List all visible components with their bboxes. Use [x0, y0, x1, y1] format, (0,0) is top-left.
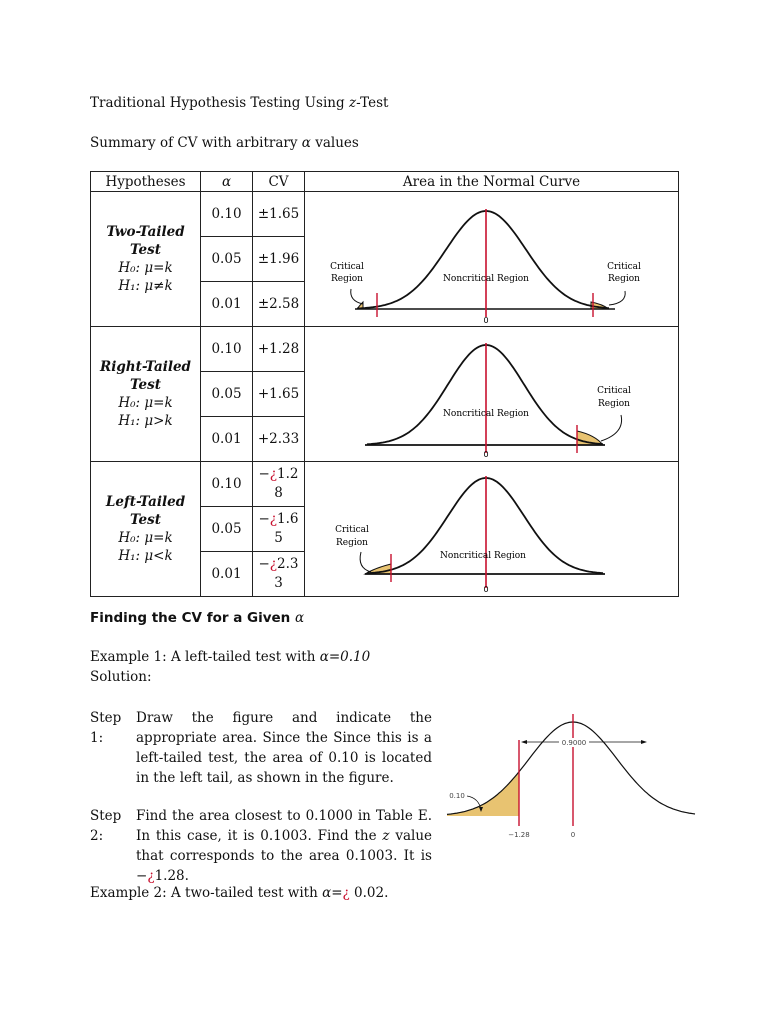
cv-cell: +1.65: [253, 372, 305, 417]
header-hypotheses: Hypotheses: [91, 172, 201, 192]
alpha-cell: 0.01: [201, 552, 253, 597]
critical-region-right-label-1: Critical: [597, 386, 631, 396]
example-1: Example 1: A left-tailed test with α=0.10: [90, 649, 371, 665]
cv-cell: −¿2.3 3: [253, 552, 305, 597]
noncritical-region-label: Noncritical Region: [443, 409, 529, 419]
page-title: Traditional Hypothesis Testing Using z-Test: [90, 95, 389, 111]
header-cv: CV: [253, 172, 305, 192]
table-header-row: [91, 172, 679, 192]
table-row: [91, 192, 679, 237]
critical-region-right-label-2: Region: [608, 274, 640, 284]
alpha-cell: 0.01: [201, 282, 253, 327]
alpha-cell: 0.01: [201, 417, 253, 462]
cv-cell: −¿1.2 8: [253, 462, 305, 507]
hypothesis-two-tailed: Two-Tailed Test H₀: μ=k H₁: μ≠k: [91, 192, 201, 327]
example-1-figure: [445, 712, 705, 848]
critical-region-right-label-2: Region: [598, 399, 630, 409]
critical-region-left-label-2: Region: [336, 538, 368, 548]
critical-region-left-label-1: Critical: [330, 262, 364, 272]
critical-region-right-label-1: Critical: [607, 262, 641, 272]
page-subtitle: Summary of CV with arbitrary α values: [90, 135, 359, 151]
cv-cell: +1.28: [253, 327, 305, 372]
table-row: [91, 462, 679, 507]
alpha-cell: 0.05: [201, 372, 253, 417]
noncritical-region-label: Noncritical Region: [440, 551, 526, 561]
zero-label: 0: [483, 450, 489, 459]
zero-label: 0: [483, 585, 489, 594]
solution-label: Solution:: [90, 669, 152, 685]
right-tailed-figure: [305, 327, 679, 462]
left-tailed-figure: [305, 462, 679, 597]
cv-cell: ±2.58: [253, 282, 305, 327]
tail-area-label: 0.10: [449, 792, 465, 800]
alpha-cell: 0.10: [201, 192, 253, 237]
cv-summary-table: [90, 171, 679, 597]
table-row: [91, 327, 679, 372]
critical-region-left-label-1: Critical: [335, 525, 369, 535]
cv-cell: +2.33: [253, 417, 305, 462]
header-alpha: α: [201, 172, 253, 192]
alpha-cell: 0.05: [201, 237, 253, 282]
zero-label: 0: [570, 831, 576, 839]
critical-region-left-label-2: Region: [331, 274, 363, 284]
cv-cell: ±1.65: [253, 192, 305, 237]
hypothesis-left-tailed: Left-Tailed Test H₀: μ=k H₁: μ<k: [91, 462, 201, 597]
header-area: Area in the Normal Curve: [305, 172, 679, 192]
noncritical-region-label: Noncritical Region: [443, 274, 529, 284]
alpha-cell: 0.10: [201, 327, 253, 372]
cv-cell: ±1.96: [253, 237, 305, 282]
alpha-cell: 0.05: [201, 507, 253, 552]
hypothesis-right-tailed: Right-Tailed Test H₀: μ=k H₁: μ>k: [91, 327, 201, 462]
cv-cell: −¿1.6 5: [253, 507, 305, 552]
zero-label: 0: [483, 316, 489, 325]
example-2: Example 2: A two-tailed test with α=¿ 0.02.: [90, 885, 389, 901]
two-tailed-figure: [305, 192, 679, 327]
alpha-cell: 0.10: [201, 462, 253, 507]
right-area-label: 0.9000: [561, 739, 587, 747]
critical-value-label: −1.28: [508, 831, 530, 839]
section-heading: Finding the CV for a Given α: [90, 610, 305, 626]
